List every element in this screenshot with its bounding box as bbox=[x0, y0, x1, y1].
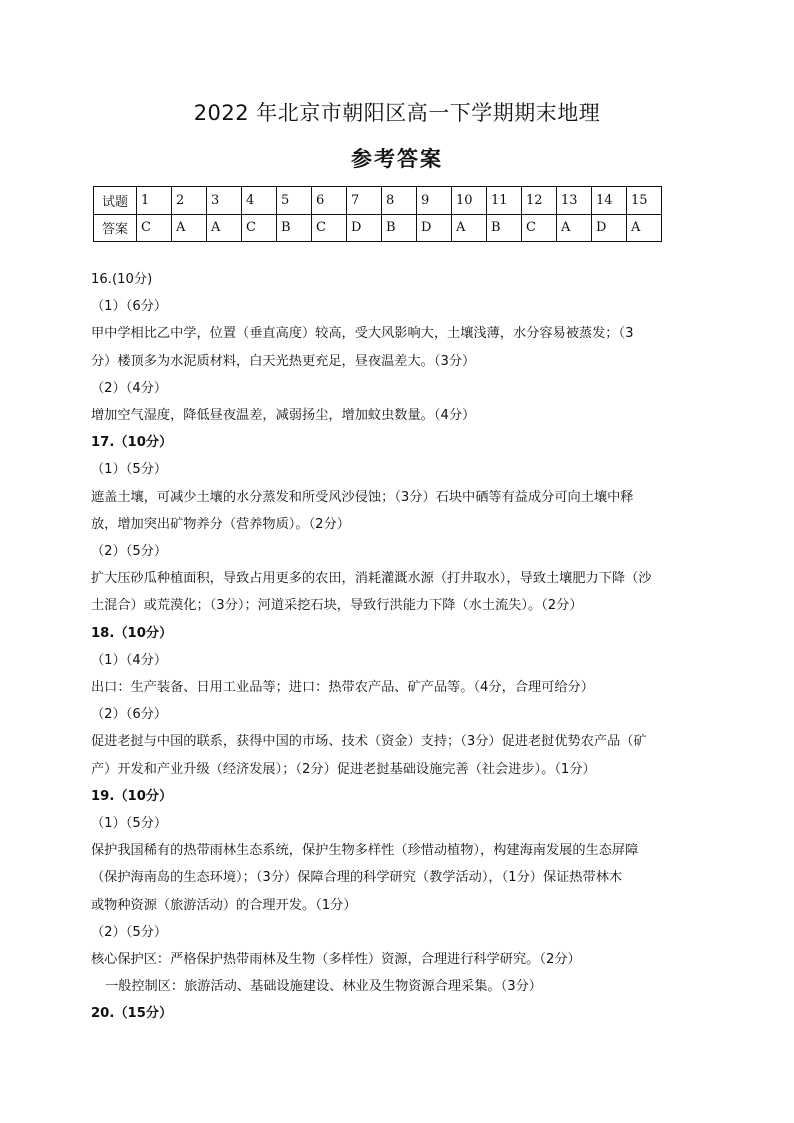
answer-line: 放，增加突出矿物养分（营养物质）。（2分） bbox=[91, 516, 350, 532]
answer-cell: D bbox=[592, 214, 627, 242]
question-heading: 19.（10分） bbox=[91, 788, 173, 804]
answer-cell: B bbox=[487, 214, 522, 242]
answer-table bbox=[93, 186, 662, 242]
answer-line: （保护海南岛的生态环境）；（3分）保障合理的科学研究（教学活动），（1分）保证热带林木 bbox=[91, 870, 623, 886]
answer-cell: A bbox=[172, 214, 207, 242]
answer-cell: B bbox=[277, 214, 312, 242]
answer-line: 增加空气湿度，降低昼夜温差，减弱扬尘，增加蚊虫数量。（4分） bbox=[91, 408, 476, 424]
answer-line: 出口：生产装备、日用工业品等；进口：热带农产品、矿产品等。（4分，合理可给分） bbox=[91, 680, 594, 696]
question-number-cell: 8 bbox=[382, 187, 417, 215]
question-number-cell: 14 bbox=[592, 187, 627, 215]
question-heading: 17.（10分） bbox=[91, 435, 173, 451]
answer-cell: A bbox=[452, 214, 487, 242]
question-number-cell: 13 bbox=[557, 187, 592, 215]
answer-line: （1）（5分） bbox=[91, 816, 168, 832]
page-subtitle: 参考答案 bbox=[351, 147, 443, 171]
question-number-cell: 9 bbox=[417, 187, 452, 215]
question-number-cell: 7 bbox=[347, 187, 382, 215]
answer-cell: A bbox=[557, 214, 592, 242]
answer-line: 土混合）或荒漠化；（3分）；河道采挖石块，导致行洪能力下降（水土流失）。（2分） bbox=[91, 598, 583, 614]
answer-line: 或物种资源（旅游活动）的合理开发。（1分） bbox=[91, 897, 357, 913]
answer-line: （1）（5分） bbox=[91, 462, 168, 478]
answer-cell: C bbox=[522, 214, 557, 242]
answer-line: 促进老挝与中国的联系，获得中国的市场、技术（资金）支持；（3分）促进老挝优势农产品（矿 bbox=[91, 734, 647, 750]
answer-line: 一般控制区：旅游活动、基础设施建设、林业及生物资源合理采集。（3分） bbox=[105, 979, 542, 995]
answer-line: 甲中学相比乙中学，位置（垂直高度）较高，受大风影响大，土壤浅薄，水分容易被蒸发；（3 bbox=[91, 326, 634, 342]
page-title: 2022 年北京市朝阳区高一下学期期末地理 bbox=[193, 101, 601, 125]
answer-line: 核心保护区：严格保护热带雨林及生物（多样性）资源，合理进行科学研究。（2分） bbox=[91, 952, 581, 968]
question-number-cell: 6 bbox=[312, 187, 347, 215]
answer-line: （2）（5分） bbox=[91, 924, 168, 940]
answer-explanations bbox=[91, 266, 711, 1028]
answer-cell: A bbox=[207, 214, 242, 242]
answer-cell: D bbox=[417, 214, 452, 242]
answer-row bbox=[94, 214, 662, 242]
row-label-answer: 答案 bbox=[94, 214, 137, 242]
answer-line: 产）开发和产业升级（经济发展）；（2分）促进老挝基础设施完善（社会进步）。（1分） bbox=[91, 761, 596, 777]
answer-cell: C bbox=[137, 214, 172, 242]
question-number-cell: 15 bbox=[627, 187, 662, 215]
question-heading: 18.（10分） bbox=[91, 625, 173, 641]
question-number-cell: 2 bbox=[172, 187, 207, 215]
question-number-cell: 5 bbox=[277, 187, 312, 215]
answer-line: 分）楼顶多为水泥质材料，白天光热更充足，昼夜温差大。（3分） bbox=[91, 353, 476, 369]
answer-cell: A bbox=[627, 214, 662, 242]
answer-line: （2）（5分） bbox=[91, 544, 168, 560]
answer-line: 遮盖土壤，可减少土壤的水分蒸发和所受风沙侵蚀；（3分）石块中硒等有益成分可向土壤中释 bbox=[91, 489, 634, 505]
answer-line: （2）（6分） bbox=[91, 707, 168, 723]
question-number-cell: 3 bbox=[207, 187, 242, 215]
question-number-row bbox=[94, 187, 662, 215]
question-number-cell: 1 bbox=[137, 187, 172, 215]
answer-line: （1）（4分） bbox=[91, 652, 168, 668]
question-number-cell: 11 bbox=[487, 187, 522, 215]
answer-cell: C bbox=[312, 214, 347, 242]
question-number-cell: 12 bbox=[522, 187, 557, 215]
question-heading: 20.（15分） bbox=[91, 1006, 173, 1022]
answer-line: （1）（6分） bbox=[91, 299, 168, 315]
row-label-question: 试题 bbox=[94, 187, 137, 215]
question-number-cell: 10 bbox=[452, 187, 487, 215]
answer-line: 扩大压砂瓜种植面积，导致占用更多的农田，消耗灌溉水源（打井取水），导致土壤肥力下降（沙 bbox=[91, 571, 652, 587]
answer-line: （2）（4分） bbox=[91, 380, 168, 396]
answer-cell: D bbox=[347, 214, 382, 242]
answer-line: 保护我国稀有的热带雨林生态系统，保护生物多样性（珍惜动植物），构建海南发展的生态屏障 bbox=[91, 843, 639, 859]
answer-cell: C bbox=[242, 214, 277, 242]
answer-cell: B bbox=[382, 214, 417, 242]
answer-line: 16.(10分) bbox=[91, 272, 153, 287]
question-number-cell: 4 bbox=[242, 187, 277, 215]
